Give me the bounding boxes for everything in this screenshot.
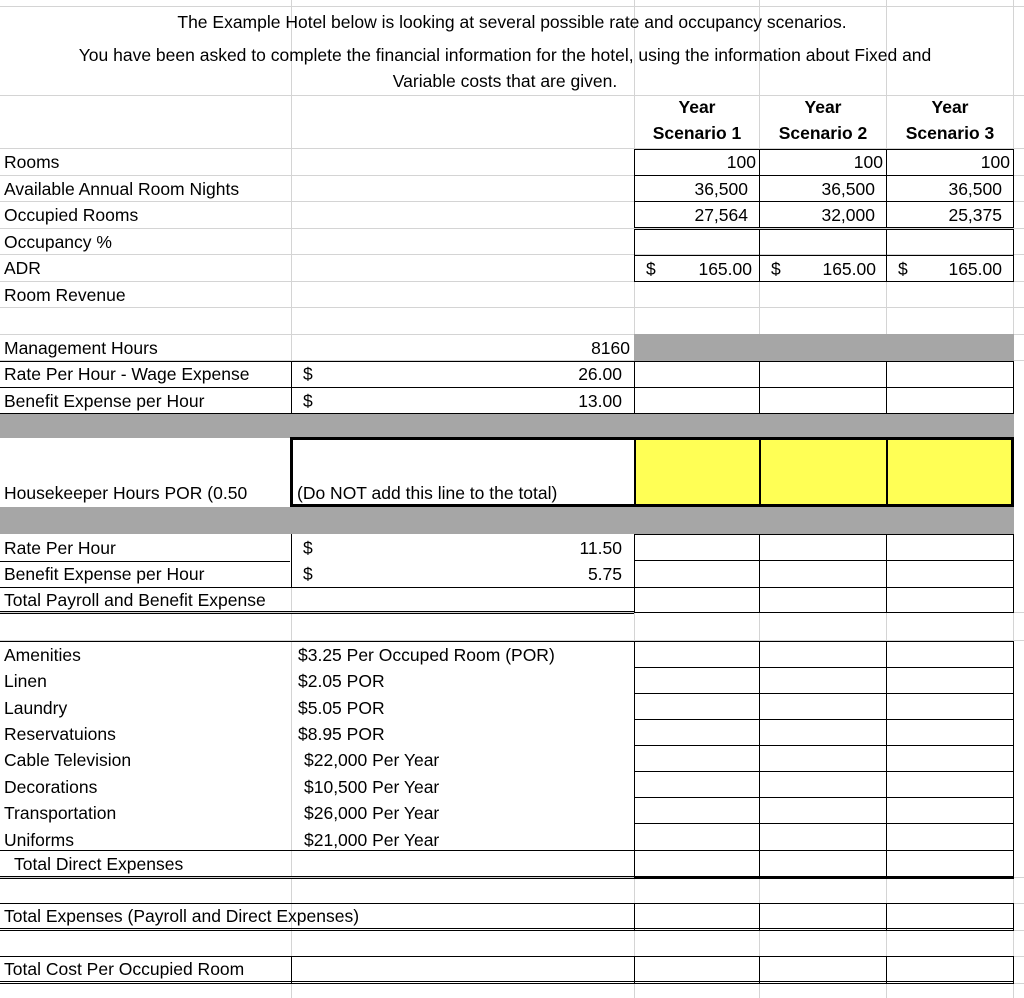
adr-currency-2: $ (771, 259, 781, 279)
label-rooms: Rooms (4, 152, 60, 172)
benefit-currency: $ (303, 391, 313, 411)
cell-total-expenses-1[interactable] (634, 903, 760, 931)
cost-cable-tv: $22,000 Per Year (304, 750, 440, 770)
label-linen: Linen (4, 671, 47, 691)
label-benefit-rate: Benefit Expense per Hour (4, 391, 205, 411)
label-mgmt-hours: Management Hours (4, 338, 158, 358)
label-cost-per-room: Total Cost Per Occupied Room (4, 959, 245, 979)
value-wage-rate[interactable]: 26.00 (578, 364, 622, 384)
label-room-revenue: Room Revenue (4, 285, 126, 305)
col1-year: Year (678, 97, 716, 117)
cell-cost-per-room-3[interactable] (886, 956, 1014, 984)
cell-adr-3[interactable]: 165.00 (948, 259, 1002, 279)
label-cable-tv: Cable Television (4, 750, 132, 770)
header-line-2: You have been asked to complete the financial information for the hotel, using the information about Fixed and (78, 45, 932, 65)
label-decorations: Decorations (4, 777, 98, 797)
col3-scenario: Scenario 3 (905, 123, 995, 143)
cells-direct-1[interactable] (634, 641, 760, 878)
payroll-total-underline (0, 611, 634, 614)
label-uniforms: Uniforms (4, 830, 75, 850)
cell-occupied-3[interactable]: 25,375 (948, 205, 1002, 225)
cost-transportation: $26,000 Per Year (304, 803, 440, 823)
cell-rooms-3[interactable]: 100 (980, 152, 1010, 172)
cost-amenities: $3.25 Per Occuped Room (POR) (298, 645, 555, 665)
cells-direct-2[interactable] (759, 641, 887, 878)
value-hk-rate[interactable]: 11.50 (579, 538, 622, 558)
label-laundry: Laundry (4, 698, 68, 718)
header-line-1: The Example Hotel below is looking at several possible rate and occupancy scenarios. (177, 12, 847, 32)
cells-hk-2[interactable] (759, 534, 887, 613)
gray-band-hk (0, 507, 1014, 534)
cell-rooms-1[interactable]: 100 (726, 152, 756, 172)
col2-year: Year (804, 97, 842, 117)
cost-reservations: $8.95 POR (298, 724, 385, 744)
label-occupied-rooms: Occupied Rooms (4, 205, 139, 225)
label-total-expenses: Total Expenses (Payroll and Direct Expenses) (4, 906, 360, 926)
adr-currency-1: $ (646, 259, 656, 279)
gray-band-mid (0, 414, 1014, 438)
cells-hk-1[interactable] (634, 534, 760, 613)
cell-occupied-2[interactable]: 32,000 (821, 205, 875, 225)
hk-note: (Do NOT add this line to the total) (297, 483, 558, 503)
hk-benefit-currency: $ (303, 564, 313, 584)
label-transportation: Transportation (4, 803, 117, 823)
label-occupancy: Occupancy % (4, 232, 112, 252)
label-adr: ADR (4, 258, 41, 278)
cells-hk-3[interactable] (886, 534, 1014, 613)
gray-band-management (634, 334, 1014, 361)
label-hk-benefit: Benefit Expense per Hour (4, 564, 205, 584)
label-hk-rate: Rate Per Hour (4, 538, 116, 558)
label-available-nights: Available Annual Room Nights (4, 179, 240, 199)
value-hk-benefit[interactable]: 5.75 (587, 564, 622, 584)
cell-rooms-2[interactable]: 100 (853, 152, 883, 172)
cell-available-3[interactable]: 36,500 (948, 179, 1002, 199)
cost-decorations: $10,500 Per Year (304, 777, 440, 797)
cell-total-expenses-3[interactable] (886, 903, 1014, 931)
cell-available-2[interactable]: 36,500 (821, 179, 875, 199)
cell-adr-2[interactable]: 165.00 (822, 259, 876, 279)
hk-rate-currency: $ (303, 538, 313, 558)
value-benefit-rate[interactable]: 13.00 (578, 391, 622, 411)
cost-laundry: $5.05 POR (298, 698, 385, 718)
wage-currency: $ (303, 364, 313, 384)
label-hk-hours: Housekeeper Hours POR (0.50 (4, 483, 248, 503)
col1-scenario: Scenario 1 (652, 123, 742, 143)
value-mgmt-hours[interactable]: 8160 (591, 338, 630, 358)
cost-uniforms: $21,000 Per Year (304, 830, 440, 850)
cell-cost-per-room-2[interactable] (759, 956, 887, 984)
label-amenities: Amenities (4, 645, 81, 665)
label-wage-rate: Rate Per Hour - Wage Expense (4, 364, 250, 384)
header-line-3: Variable costs that are given. (392, 71, 618, 91)
direct-total-underline (0, 876, 1014, 879)
cell-adr-1[interactable]: 165.00 (698, 259, 752, 279)
label-reservations: Reservatuions (4, 724, 116, 744)
adr-currency-3: $ (898, 259, 908, 279)
label-total-payroll: Total Payroll and Benefit Expense (4, 590, 266, 610)
cost-linen: $2.05 POR (298, 671, 385, 691)
cells-direct-3[interactable] (886, 641, 1014, 878)
label-total-direct: Total Direct Expenses (14, 854, 184, 874)
cell-available-1[interactable]: 36,500 (694, 179, 748, 199)
cell-occupied-1[interactable]: 27,564 (694, 205, 748, 225)
col3-year: Year (931, 97, 969, 117)
cell-cost-per-room-1[interactable] (634, 956, 760, 984)
cell-total-expenses-2[interactable] (759, 903, 887, 931)
col2-scenario: Scenario 2 (778, 123, 868, 143)
